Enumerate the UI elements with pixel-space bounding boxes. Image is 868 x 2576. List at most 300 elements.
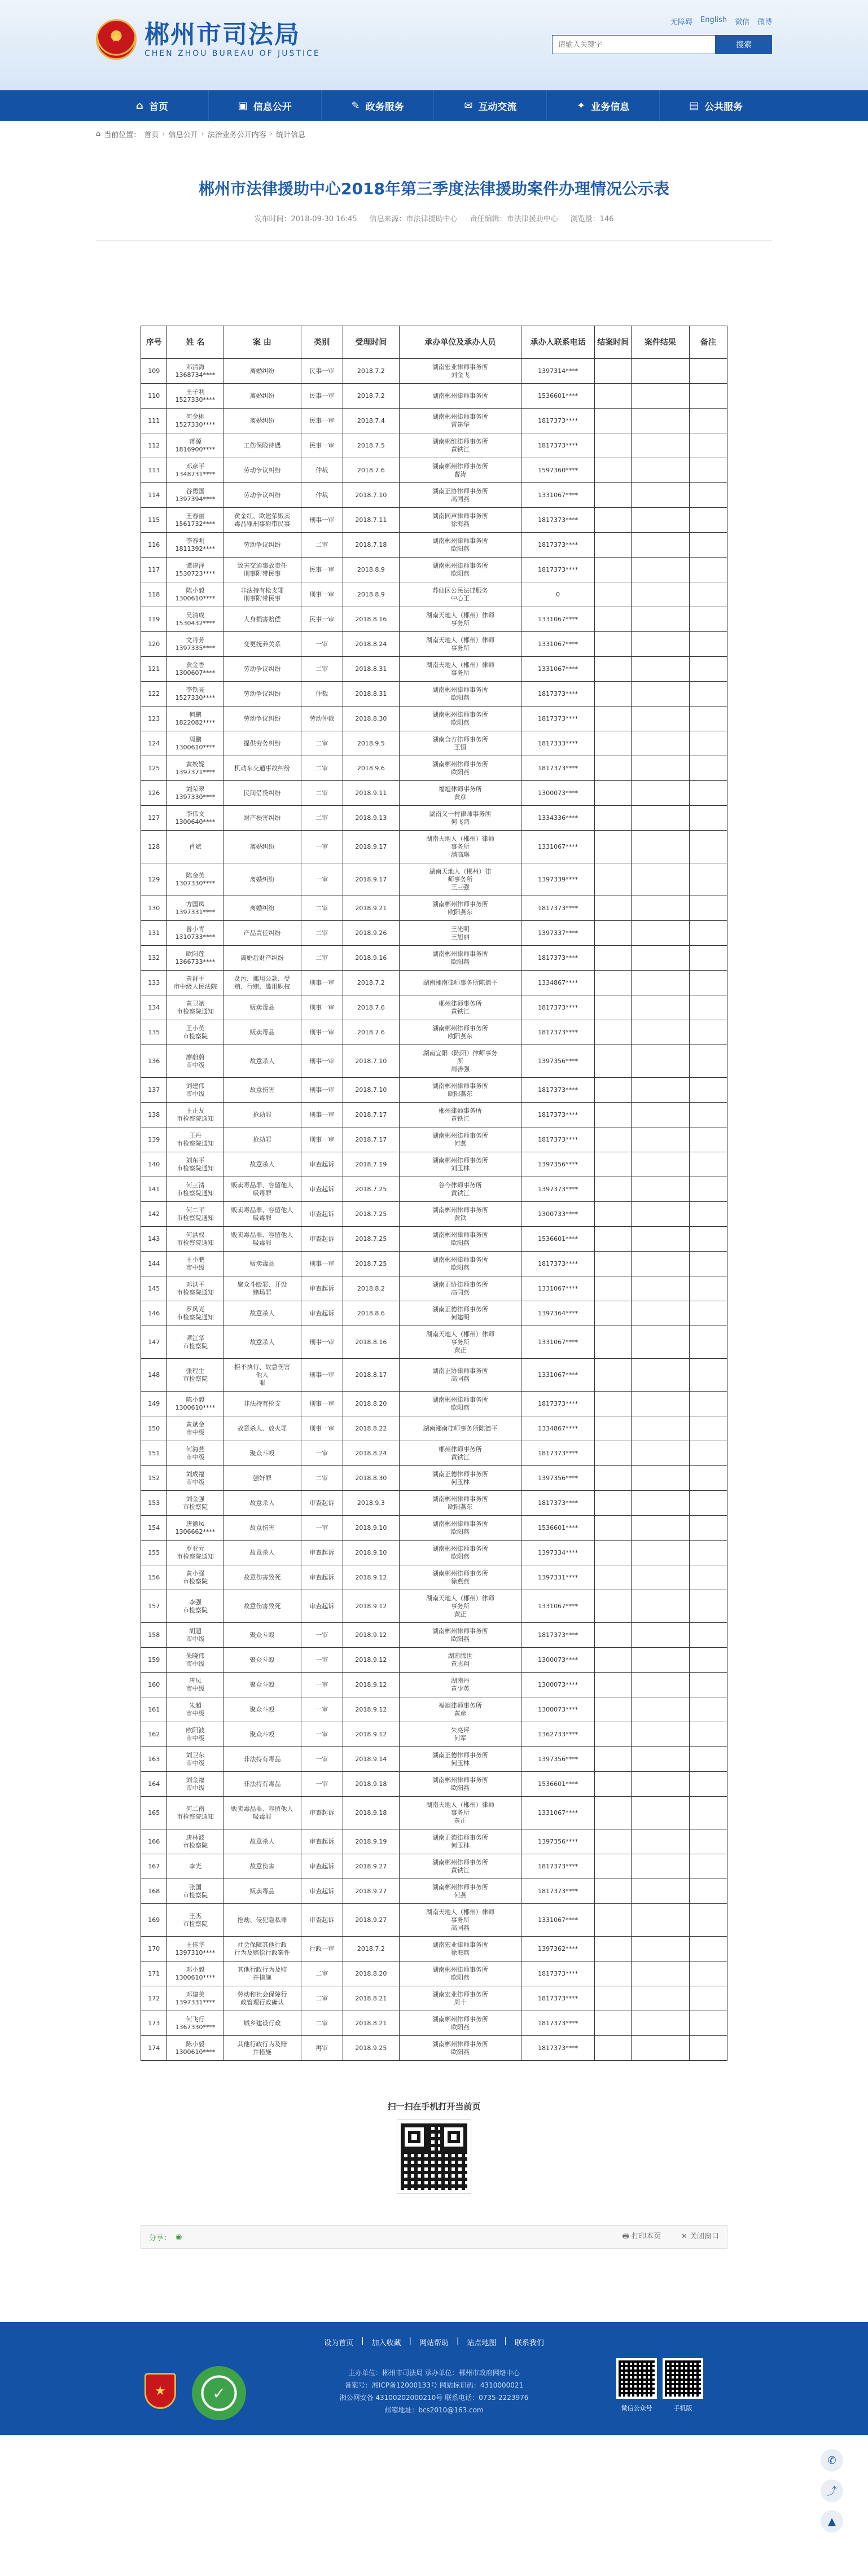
page-actions [622, 2230, 719, 2244]
footer-link-separator: | [457, 2337, 459, 2345]
table-cell: 湖南又一村律师事务所 何飞鸿 [399, 806, 521, 831]
table-cell: 刘建伟 市中级 [167, 1078, 223, 1103]
table-cell: 湖南郴维律师事务所 黄铁江 [399, 433, 521, 458]
footer-link-sitemap[interactable]: 站点地图 [467, 2339, 497, 2347]
breadcrumb-prefix: 当前位置： [104, 131, 141, 139]
footer-links [0, 2322, 868, 2347]
table-cell: 何三清 市检察院通知 [167, 1177, 223, 1202]
table-cell: 湖南郴州律师事务所 欧阳燕 [399, 1961, 521, 1986]
table-cell [595, 1747, 632, 1772]
table-cell [595, 1441, 632, 1466]
table-cell [595, 1565, 632, 1590]
table-cell: 2018.8.20 [343, 1392, 399, 1416]
footer-link-help[interactable]: 网站帮助 [419, 2339, 449, 2347]
table-cell: 133 [141, 971, 167, 995]
table-cell: 湖南正德律师事务所 何玉林 [399, 1466, 521, 1491]
footer-info-line: 主办单位：郴州市司法局 承办单位：郴州市政府网络中心 [348, 2369, 520, 2377]
table-cell: 一审 [301, 632, 343, 657]
table-cell: 湖南正协律师事务所 高同燕 [399, 1359, 521, 1392]
table-cell: 湖南正德律师事务所 何玉林 [399, 1747, 521, 1772]
table-cell: 陈小毅 1300610**** [167, 1392, 223, 1416]
table-row [141, 632, 727, 657]
table-cell: 1817373**** [521, 896, 595, 921]
table-cell: 1817373**** [521, 1103, 595, 1127]
table-row [141, 558, 727, 582]
table-cell: 130 [141, 896, 167, 921]
table-row [141, 1772, 727, 1797]
table-cell: 1817373**** [521, 508, 595, 533]
table-cell: 周鹏 1300610**** [167, 731, 223, 756]
table-cell: 2018.9.14 [343, 1747, 399, 1772]
nav-item-public-service[interactable] [660, 90, 772, 121]
table-cell: 朱亮坪 何军 [399, 1722, 521, 1747]
table-cell [632, 433, 689, 458]
table-cell: 湖南丹 黄少英 [399, 1673, 521, 1697]
table-cell: 2018.9.17 [343, 863, 399, 896]
footer-info-line: 湘公网安备 43100202000210号 联系电话：0735-2223976 [339, 2394, 529, 2402]
top-link-weibo[interactable]: 微博 [757, 18, 772, 27]
table-cell: 2018.9.12 [343, 1623, 399, 1648]
table-cell [595, 533, 632, 558]
party-gov-badge-icon[interactable]: ★ [144, 2373, 176, 2409]
table-cell: 刑事一审 [301, 1103, 343, 1127]
table-cell: 2018.8.24 [343, 632, 399, 657]
table-cell [632, 1722, 689, 1747]
table-cell [595, 1359, 632, 1392]
table-cell: 故意杀人 [223, 1045, 301, 1078]
nav-item-home[interactable] [96, 90, 209, 121]
table-row [141, 971, 727, 995]
table-cell: 劳动争议纠纷 [223, 533, 301, 558]
breadcrumb-item[interactable]: 统计信息 [275, 131, 305, 139]
column-header: 受理时间 [343, 326, 399, 359]
table-cell [595, 657, 632, 682]
table-cell [632, 1986, 689, 2011]
table-cell [689, 1441, 727, 1466]
table-row [141, 1466, 727, 1491]
table-cell [632, 1326, 689, 1359]
table-cell: 刘卫东 市中级 [167, 1747, 223, 1772]
table-cell: 148 [141, 1359, 167, 1392]
table-cell: 二审 [301, 657, 343, 682]
table-cell: 福旭律师事务所 黄彦 [399, 1697, 521, 1722]
table-cell: 1300073**** [521, 1673, 595, 1697]
table-row [141, 1045, 727, 1078]
nav-label: 信息公开 [253, 101, 292, 113]
table-cell: 邓清海 1368734**** [167, 359, 223, 384]
table-row [141, 1747, 727, 1772]
table-cell: 2018.8.2 [343, 1276, 399, 1301]
table-cell: 124 [141, 731, 167, 756]
table-cell: 变更抚养关系 [223, 632, 301, 657]
table-cell [595, 1904, 632, 1937]
search-box [552, 35, 772, 54]
search-input[interactable] [552, 35, 716, 54]
table-cell: 贩卖毒品罪、容留他人 吸毒罪 [223, 1177, 301, 1202]
table-cell: 刑事一审 [301, 995, 343, 1020]
table-cell: 2018.9.11 [343, 781, 399, 806]
table-cell [632, 1359, 689, 1392]
table-cell: 二审 [301, 533, 343, 558]
table-cell [632, 1904, 689, 1937]
table-cell [632, 1648, 689, 1673]
table-cell: 2018.7.2 [343, 1937, 399, 1961]
nav-item-business-info[interactable] [547, 90, 660, 121]
share-group [149, 2232, 182, 2243]
table-cell: 朱晓伟 市中级 [167, 1648, 223, 1673]
table-cell [632, 1516, 689, 1541]
table-cell: 王杰 市检察院 [167, 1904, 223, 1937]
table-cell: 1331067**** [521, 831, 595, 863]
site-logo[interactable] [96, 19, 321, 60]
table-cell [632, 1301, 689, 1326]
table-cell [595, 1301, 632, 1326]
table-cell: 112 [141, 433, 167, 458]
table-cell [632, 1276, 689, 1301]
table-cell: 1817373**** [521, 682, 595, 706]
table-cell: 一审 [301, 1673, 343, 1697]
table-cell: 2018.7.19 [343, 1152, 399, 1177]
footer-link-contact[interactable]: 联系我们 [514, 2339, 544, 2347]
table-cell: 144 [141, 1252, 167, 1276]
table-cell [595, 1466, 632, 1491]
table-cell [595, 731, 632, 756]
table-row [141, 1392, 727, 1416]
table-cell: 二审 [301, 946, 343, 971]
table-cell: 139 [141, 1127, 167, 1152]
table-cell: 2018.8.30 [343, 706, 399, 731]
table-cell: 谭江华 市检察院 [167, 1326, 223, 1359]
table-cell: 何飞行 1367330**** [167, 2011, 223, 2036]
table-cell: 湖南郴州律师事务所 何燕 [399, 1127, 521, 1152]
table-cell: 工伤保险待遇 [223, 433, 301, 458]
table-cell [595, 1986, 632, 2011]
top-link-english[interactable]: English [700, 16, 727, 24]
table-cell: 邓彦平 1348731**** [167, 458, 223, 483]
table-cell: 167 [141, 1854, 167, 1879]
table-row [141, 2011, 727, 2036]
table-cell: 仲裁 [301, 483, 343, 508]
table-cell: 郴州律师事务所 黄铁江 [399, 995, 521, 1020]
table-cell [632, 1772, 689, 1797]
pen-icon: ✎ [351, 99, 360, 112]
table-cell: 谭建泽 1530723**** [167, 558, 223, 582]
table-cell: 审查起诉 [301, 1276, 343, 1301]
gov-site-cert-icon[interactable]: ✓ [192, 2366, 246, 2420]
table-cell: 贩卖毒品 [223, 1252, 301, 1276]
back-to-top-icon[interactable]: ▲ [821, 2510, 843, 2533]
table-cell: 民事一审 [301, 359, 343, 384]
table-cell: 134 [141, 995, 167, 1020]
table-cell: 1817373**** [521, 1392, 595, 1416]
table-row [141, 1491, 727, 1516]
table-row [141, 1416, 727, 1441]
table-cell: 1397356**** [521, 1829, 595, 1854]
table-cell [595, 831, 632, 863]
table-cell [689, 781, 727, 806]
table-cell [689, 1359, 727, 1392]
table-cell [689, 682, 727, 706]
table-cell: 抢劫罪 [223, 1103, 301, 1127]
table-cell [689, 582, 727, 607]
table-cell: 1597360**** [521, 458, 595, 483]
table-row [141, 1904, 727, 1937]
table-cell: 吴清成 1530432**** [167, 607, 223, 632]
table-cell: 一审 [301, 863, 343, 896]
table-cell: 1300073**** [521, 1648, 595, 1673]
table-cell: 故意杀人、放火罪 [223, 1416, 301, 1441]
top-link-wechat[interactable]: 微信 [734, 18, 749, 27]
table-cell: 1817373**** [521, 1020, 595, 1045]
table-cell [689, 1045, 727, 1078]
table-cell: 民间借贷纠纷 [223, 781, 301, 806]
table-row [141, 1854, 727, 1879]
table-cell: 2018.9.18 [343, 1797, 399, 1829]
table-cell: 2018.9.3 [343, 1491, 399, 1516]
table-cell [632, 1541, 689, 1565]
table-cell: 二审 [301, 896, 343, 921]
table-cell: 168 [141, 1879, 167, 1904]
table-cell [595, 359, 632, 384]
breadcrumb-item[interactable]: 信息公开 [168, 131, 198, 139]
table-cell: 离婚后财产纠纷 [223, 946, 301, 971]
table-row [141, 582, 727, 607]
table-cell: 刘成福 市中级 [167, 1466, 223, 1491]
table-cell: 黄金香 1300607**** [167, 657, 223, 682]
table-cell [595, 682, 632, 706]
table-row [141, 1648, 727, 1673]
table-cell: 劳动争议纠纷 [223, 483, 301, 508]
share-icon[interactable]: ⤴ [821, 2480, 843, 2502]
table-cell: 1397337**** [521, 921, 595, 946]
table-cell: 2018.9.6 [343, 756, 399, 781]
info-source: 信息来源：市法律援助中心 [369, 215, 458, 223]
top-link-accessibility[interactable]: 无障碍 [670, 18, 693, 27]
table-cell: 欧阳莲 1366733**** [167, 946, 223, 971]
column-header: 备注 [689, 326, 727, 359]
table-cell: 聚众斗殴罪、开设 赌场罪 [223, 1276, 301, 1301]
table-cell [689, 1829, 727, 1854]
table-cell: 贩卖毒品 [223, 1020, 301, 1045]
table-cell: 1334336**** [521, 806, 595, 831]
breadcrumb-item[interactable]: 法治业务公开内容 [207, 131, 266, 139]
table-cell: 审查起诉 [301, 1879, 343, 1904]
table-cell: 仲裁 [301, 458, 343, 483]
table-row [141, 508, 727, 533]
table-cell: 1817373**** [521, 409, 595, 433]
table-cell: 王子利 1527330**** [167, 384, 223, 409]
table-cell: 1817373**** [521, 1961, 595, 1986]
footer-link-favorite[interactable]: 加入收藏 [371, 2339, 401, 2347]
table-cell [689, 706, 727, 731]
table-cell [595, 558, 632, 582]
table-cell: 1817373**** [521, 995, 595, 1020]
table-cell: 湖南正协律师事务所 高同燕 [399, 1276, 521, 1301]
table-cell [632, 1416, 689, 1441]
table-cell: 非法持有毒品 [223, 1772, 301, 1797]
table-cell: 何海燕 市中级 [167, 1441, 223, 1466]
table-cell [595, 1797, 632, 1829]
nav-label: 互动交流 [478, 101, 517, 113]
table-cell: 161 [141, 1697, 167, 1722]
table-cell [689, 1202, 727, 1227]
table-cell [595, 756, 632, 781]
table-row [141, 533, 727, 558]
table-cell: 一审 [301, 1441, 343, 1466]
table-cell: 158 [141, 1623, 167, 1648]
table-cell [689, 946, 727, 971]
wechat-share-icon[interactable]: ◉ [176, 2232, 182, 2241]
table-cell [595, 1252, 632, 1276]
table-cell [689, 1491, 727, 1516]
table-cell: 123 [141, 706, 167, 731]
table-cell: 朱超 市中级 [167, 1697, 223, 1722]
table-cell: 132 [141, 946, 167, 971]
table-cell: 2018.7.10 [343, 1045, 399, 1078]
table-cell [632, 831, 689, 863]
table-cell: 150 [141, 1416, 167, 1441]
table-cell: 李铁亮 1527330**** [167, 682, 223, 706]
table-cell: 湖南郴州律师事务所 刘玉林 [399, 1152, 521, 1177]
table-cell: 郴州律师事务所 黄铁江 [399, 1441, 521, 1466]
table-cell [689, 971, 727, 995]
table-cell [689, 806, 727, 831]
table-cell: 1817373**** [521, 1252, 595, 1276]
wechat-icon[interactable]: ✆ [821, 2449, 843, 2472]
table-cell: 2018.9.12 [343, 1697, 399, 1722]
print-button[interactable] [622, 2230, 661, 2244]
table-cell: 2018.8.21 [343, 1986, 399, 2011]
table-cell [632, 806, 689, 831]
table-cell [595, 1078, 632, 1103]
table-cell [595, 1227, 632, 1252]
table-row [141, 2036, 727, 2061]
table-cell [632, 682, 689, 706]
table-cell: 黄斌金 市中级 [167, 1416, 223, 1441]
table-body [141, 359, 727, 2061]
table-cell: 142 [141, 1202, 167, 1227]
table-cell: 何二南 市检察院通知 [167, 1797, 223, 1829]
table-cell: 1817373**** [521, 558, 595, 582]
table-cell: 117 [141, 558, 167, 582]
table-cell [632, 483, 689, 508]
table-cell: 何洪权 市检察院通知 [167, 1227, 223, 1252]
table-cell [689, 863, 727, 896]
table-row [141, 1541, 727, 1565]
table-cell [632, 632, 689, 657]
table-cell: 审查起诉 [301, 1227, 343, 1252]
table-cell: 2018.9.27 [343, 1879, 399, 1904]
table-cell: 湖南郴州律师事务所 欧阳燕 [399, 706, 521, 731]
table-cell: 故意伤害 [223, 1078, 301, 1103]
table-cell: 湖南郴州律师事务所 欧阳燕 [399, 1541, 521, 1565]
nav-item-gov-service[interactable] [322, 90, 435, 121]
column-header: 承办单位及承办人员 [399, 326, 521, 359]
table-cell: 审查起诉 [301, 1177, 343, 1202]
table-cell: 2018.8.9 [343, 582, 399, 607]
table-cell: 1817373**** [521, 1879, 595, 1904]
table-cell [689, 1565, 727, 1590]
table-cell: 刑事一审 [301, 1252, 343, 1276]
table-cell [632, 1127, 689, 1152]
table-cell [632, 1045, 689, 1078]
table-cell: 其他行政行为及赔 并措施 [223, 1961, 301, 1986]
table-cell: 黄卫斌 市检察院通知 [167, 995, 223, 1020]
table-cell: 1536601**** [521, 1227, 595, 1252]
table-cell: 143 [141, 1227, 167, 1252]
table-cell [689, 508, 727, 533]
table-cell: 1817333**** [521, 731, 595, 756]
table-cell: 仲裁 [301, 682, 343, 706]
table-cell: 民事一审 [301, 433, 343, 458]
table-cell: 刑事一审 [301, 1127, 343, 1152]
table-cell [689, 831, 727, 863]
table-cell [689, 1020, 727, 1045]
table-row [141, 1078, 727, 1103]
table-cell [689, 1747, 727, 1772]
table-cell: 2018.7.6 [343, 458, 399, 483]
nav-item-info-disclosure[interactable] [209, 90, 322, 121]
table-cell [632, 1565, 689, 1590]
table-cell: 审查起诉 [301, 1829, 343, 1854]
table-cell: 170 [141, 1937, 167, 1961]
table-cell: 2018.9.12 [343, 1673, 399, 1697]
table-cell [689, 1722, 727, 1747]
table-row [141, 1516, 727, 1541]
table-cell [595, 1392, 632, 1416]
table-cell: 故意伤害 [223, 1854, 301, 1879]
search-button[interactable]: 搜索 [716, 35, 772, 54]
table-cell [632, 756, 689, 781]
table-cell: 湖南郴州律师事务所 欧阳燕 [399, 2036, 521, 2061]
table-cell: 刑事一审 [301, 971, 343, 995]
table-cell: 145 [141, 1276, 167, 1301]
table-cell [632, 921, 689, 946]
table-cell: 125 [141, 756, 167, 781]
main-nav [0, 90, 868, 121]
table-cell: 湖南宜阳（陈阳）律师事务 所 周善强 [399, 1045, 521, 1078]
table-cell: 陈小毅 1300610**** [167, 582, 223, 607]
table-cell: 郴州律师事务所 黄铁江 [399, 1103, 521, 1127]
table-cell [689, 921, 727, 946]
table-cell: 张国 市检察院 [167, 1879, 223, 1904]
close-window-button[interactable] [681, 2230, 719, 2244]
table-cell: 行政一审 [301, 1937, 343, 1961]
table-row [141, 359, 727, 384]
breadcrumb-separator: › [269, 130, 273, 138]
table-cell: 1536601**** [521, 384, 595, 409]
table-cell: 129 [141, 863, 167, 896]
breadcrumb-item[interactable]: 首页 [144, 131, 159, 139]
table-cell [595, 582, 632, 607]
table-row [141, 731, 727, 756]
table-cell: 2018.8.6 [343, 1301, 399, 1326]
table-cell: 故意伤害致死 [223, 1565, 301, 1590]
breadcrumb-separator: › [162, 130, 165, 138]
table-cell: 湖南郴州律师事务所 黄铁 [399, 1202, 521, 1227]
nav-item-interaction[interactable] [434, 90, 547, 121]
table-cell [689, 1252, 727, 1276]
table-cell [595, 1152, 632, 1177]
table-cell [689, 384, 727, 409]
table-cell: 审查起诉 [301, 1152, 343, 1177]
table-cell: 136 [141, 1045, 167, 1078]
footer-info-line: 备案号：湘ICP备12000133号 网站标识码：4310000021 [344, 2381, 524, 2389]
footer-link-homepage[interactable]: 设为首页 [324, 2339, 354, 2347]
table-cell: 156 [141, 1565, 167, 1590]
table-cell: 何二平 市检察院通知 [167, 1202, 223, 1227]
table-cell [689, 607, 727, 632]
